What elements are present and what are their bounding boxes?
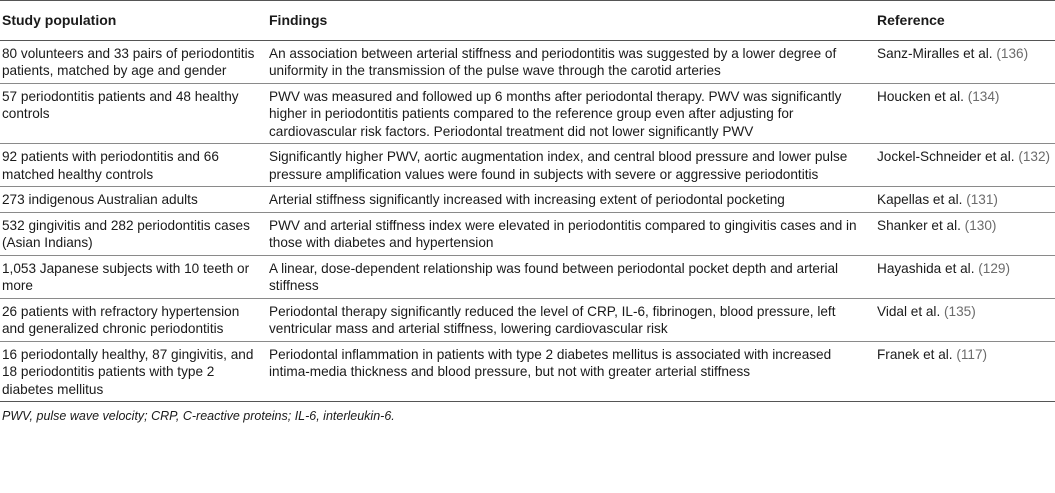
reference-name: Hayashida et al. (877, 260, 975, 276)
cell-findings: Periodontal therapy significantly reduced the level of CRP, IL-6, fibrinogen, blood pressure, left ventricular mass and arterial stiffness, lowering cardiovascular risk (263, 298, 875, 341)
cell-reference (875, 212, 1055, 255)
cell-population: 532 gingivitis and 282 periodontitis cases (Asian Indians) (0, 212, 263, 255)
cell-reference (875, 341, 1055, 402)
table-row (0, 144, 1055, 187)
cell-findings: Significantly higher PWV, aortic augmentation index, and central blood pressure and lower pulse pressure amplification values were found in subjects with severe or aggressive periodontitis (263, 144, 875, 187)
reference-name: Franek et al. (877, 346, 953, 362)
cell-findings: An association between arterial stiffness and periodontitis was suggested by a lower degree of uniformity in the transmission of the pulse wave through the carotid arteries (263, 40, 875, 83)
header-reference: Reference (875, 1, 1055, 41)
table-row (0, 255, 1055, 298)
table-body (0, 40, 1055, 402)
reference-name: Jockel-Schneider et al. (877, 149, 1015, 164)
cell-findings: A linear, dose-dependent relationship was found between periodontal pocket depth and arterial stiffness (263, 255, 875, 298)
cell-findings: Arterial stiffness significantly increased with increasing extent of periodontal pocketing (263, 187, 875, 213)
table-row (0, 187, 1055, 213)
table-header (0, 1, 1055, 41)
header-row (0, 1, 1055, 41)
reference-number[interactable]: (135) (944, 303, 976, 319)
cell-population: 92 patients with periodontitis and 66 matched healthy controls (0, 144, 263, 187)
reference-number[interactable]: (130) (964, 217, 997, 233)
cell-population: 80 volunteers and 33 pairs of periodontitis patients, matched by age and gender (0, 40, 263, 83)
reference-name: Vidal et al. (877, 303, 941, 319)
table-row (0, 341, 1055, 402)
cell-population: 273 indigenous Australian adults (0, 187, 263, 213)
cell-reference (875, 144, 1055, 187)
cell-findings: PWV was measured and followed up 6 months after periodontal therapy. PWV was significantly higher in periodontitis patients compared to the reference group even after adjusting for cardiovascular risk factors. Periodontal treatment did not lower significantly PWV (263, 83, 875, 144)
table-row (0, 83, 1055, 144)
cell-population: 26 patients with refractory hypertension and generalized chronic periodontitis (0, 298, 263, 341)
cell-findings: PWV and arterial stiffness index were elevated in periodontitis compared to gingivitis cases and in those with diabetes and hypertension (263, 212, 875, 255)
cell-reference (875, 187, 1055, 213)
reference-number[interactable]: (136) (996, 45, 1029, 61)
header-findings: Findings (263, 1, 875, 41)
cell-reference (875, 40, 1055, 83)
table-row (0, 298, 1055, 341)
reference-name: Shanker et al. (877, 217, 961, 233)
table-footnote: PWV, pulse wave velocity; CRP, C-reactive proteins; IL-6, interleukin-6. (2, 409, 395, 423)
reference-number[interactable]: (134) (967, 88, 1000, 104)
reference-name: Houcken et al. (877, 88, 964, 104)
cell-reference (875, 298, 1055, 341)
cell-findings: Periodontal inflammation in patients with type 2 diabetes mellitus is associated with increased intima-media thickness and blood pressure, but not with greater arterial stiffness (263, 341, 875, 402)
reference-name: Kapellas et al. (877, 192, 963, 207)
reference-number[interactable]: (129) (978, 260, 1010, 276)
reference-number[interactable]: (131) (966, 192, 998, 207)
cell-population: 1,053 Japanese subjects with 10 teeth or more (0, 255, 263, 298)
reference-name: Sanz-Miralles et al. (877, 45, 993, 61)
header-study-population: Study population (0, 1, 263, 41)
cell-population: 57 periodontitis patients and 48 healthy controls (0, 83, 263, 144)
reference-number[interactable]: (117) (956, 346, 988, 362)
reference-number[interactable]: (132) (1018, 149, 1051, 164)
cell-population: 16 periodontally healthy, 87 gingivitis, and 18 periodontitis patients with type 2 diabetes mellitus (0, 341, 263, 402)
cell-reference (875, 83, 1055, 144)
table-row (0, 212, 1055, 255)
table-row (0, 40, 1055, 83)
cell-reference (875, 255, 1055, 298)
